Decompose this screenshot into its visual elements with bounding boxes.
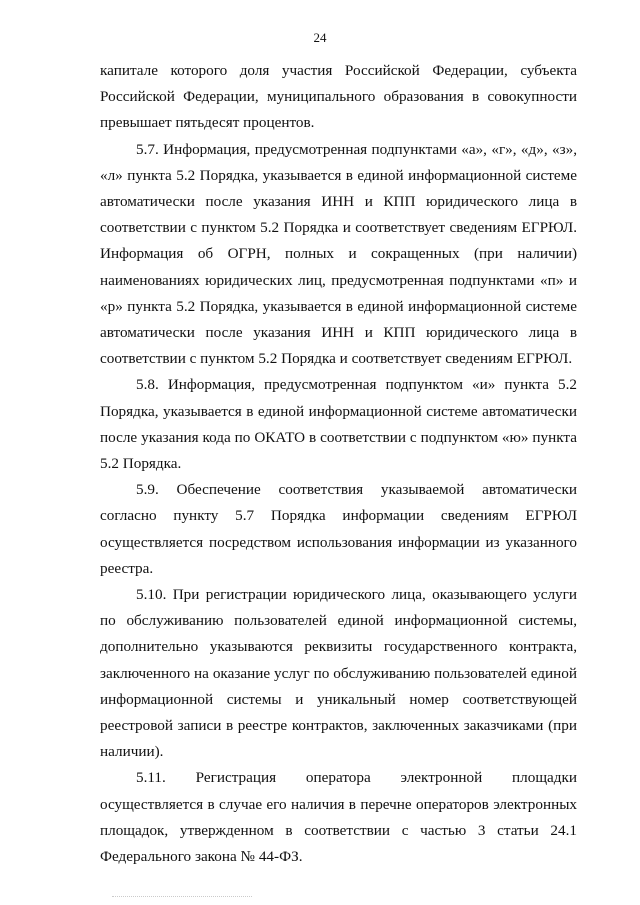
paragraph-continuation: капитале которого доля участия Российской Федерации, субъекта Российской Федерации, муниципального образования в совокупности превышает пятьдесят процентов. xyxy=(100,62,577,132)
paragraph-5-11: 5.11. Регистрация оператора электронной площадки осуществляется в случае его наличия в перечне операторов электронных площадок, утвержденном в соответствии с частью 3 статьи 24.1 Федерального закона № 44-ФЗ. xyxy=(100,769,577,866)
paragraph-5-10: 5.10. При регистрации юридического лица, оказывающего услуги по обслуживанию пользователей единой информационной системы, дополнительно указываются реквизиты государственного контракта, заключенного на оказание услуг по обслуживанию пользователей единой информационной системы и уникальный номер соответствующей реестровой записи в реестре контрактов, заключенных заказчиками (при наличии). xyxy=(100,586,577,761)
paragraph-5-8: 5.8. Информация, предусмотренная подпунктом «и» пункта 5.2 Порядка, указывается в единой информационной системе автоматически после указания кода по ОКАТО в соответствии с подпунктом «ю» пункта 5.2 Порядка. xyxy=(100,376,577,473)
document-body xyxy=(100,58,577,870)
paragraph-5-7: 5.7. Информация, предусмотренная подпунктами «а», «г», «д», «з», «л» пункта 5.2 Порядка, указывается в единой информационной системе автоматически после указания ИНН и КПП юридического лица в соответствии с пунктом 5.2 Порядка и соответствует сведениям ЕГРЮЛ. Информация об ОГРН, полных и сокращенных (при наличии) наименованиях юридических лиц, предусмотренная подпунктами «п» и «р» пункта 5.2 Порядка, указывается в единой информационной системе автоматически после указания ИНН и КПП юридического лица в соответствии с пунктом 5.2 Порядка и соответствует сведениям ЕГРЮЛ. xyxy=(100,140,577,368)
page-number: 24 xyxy=(313,30,327,45)
scan-artifact xyxy=(112,896,252,898)
paragraph-5-9: 5.9. Обеспечение соответствия указываемой автоматически согласно пункту 5.7 Порядка информации сведениям ЕГРЮЛ осуществляется посредством использования информации из указанного реестра. xyxy=(100,481,577,577)
